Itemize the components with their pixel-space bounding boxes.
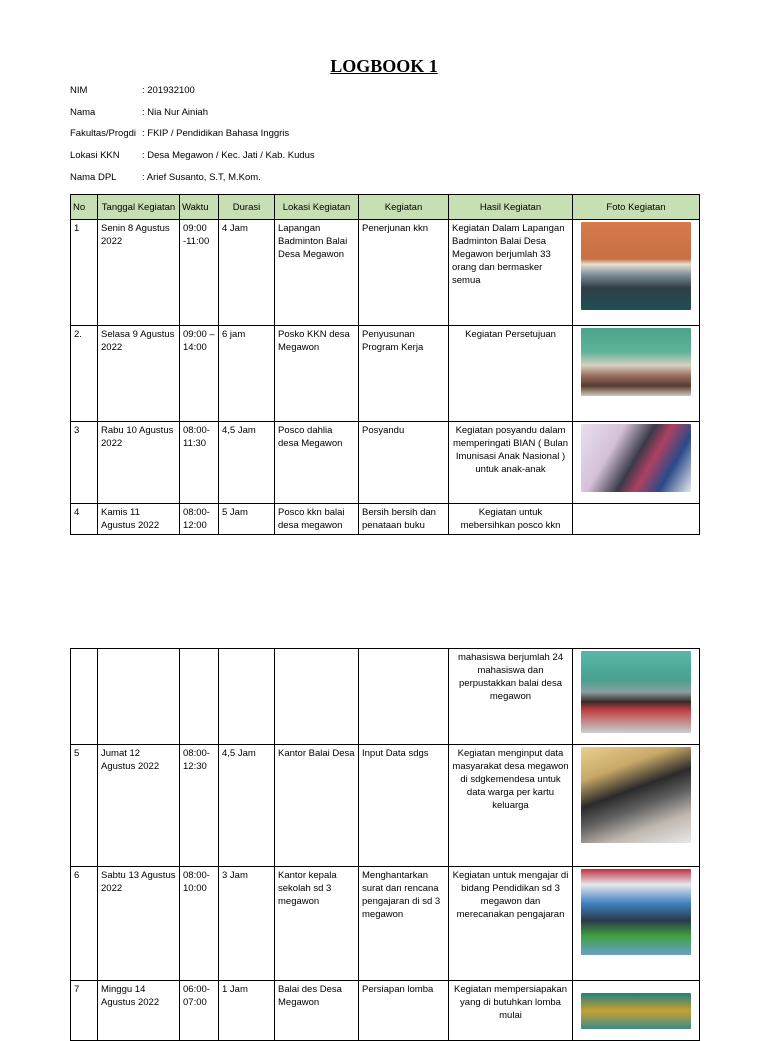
cell-foto (573, 981, 700, 1041)
header-foto: Foto Kegiatan (573, 195, 700, 220)
cell-durasi: 3 Jam (219, 867, 275, 981)
cell-waktu: 08:00-10:00 (180, 867, 219, 981)
cell-tanggal: Jumat 12 Agustus 2022 (98, 745, 180, 867)
cell-tanggal: Senin 8 Agustus 2022 (98, 220, 180, 326)
activity-photo (581, 869, 691, 955)
activity-photo (581, 424, 691, 492)
cell-waktu: 08:00-12:00 (180, 504, 219, 535)
cell-kegiatan: Posyandu (359, 422, 449, 504)
table-row (71, 981, 700, 1041)
cell-tanggal: Sabtu 13 Agustus 2022 (98, 867, 180, 981)
table-row (71, 867, 700, 981)
table-row (71, 504, 700, 535)
cell-waktu: 09:00 -11:00 (180, 220, 219, 326)
table-header-row (71, 195, 700, 220)
activity-photo (581, 747, 691, 843)
info-label: NIM (70, 85, 88, 96)
cell-tanggal: Kamis 11 Agustus 2022 (98, 504, 180, 535)
cell-durasi: 5 Jam (219, 504, 275, 535)
info-value: : FKIP / Pendidikan Bahasa Inggris (142, 128, 290, 139)
cell-kegiatan: Persiapan lomba (359, 981, 449, 1041)
cell-kegiatan: Penyusunan Program Kerja (359, 326, 449, 422)
table-row (71, 422, 700, 504)
cell-kegiatan: Menghantarkan surat dan rencana pengajaran di sd 3 megawon (359, 867, 449, 981)
info-value: : 201932100 (142, 85, 195, 96)
cell-foto (573, 422, 700, 504)
cell-kegiatan: Penerjunan kkn (359, 220, 449, 326)
cell-foto (573, 745, 700, 867)
header-hasil: Hasil Kegiatan (449, 195, 573, 220)
header-lokasi: Lokasi Kegiatan (275, 195, 359, 220)
cell-lokasi: Lapangan Badminton Balai Desa Megawon (275, 220, 359, 326)
info-lokasi (70, 149, 315, 163)
cell-durasi: 4,5 Jam (219, 422, 275, 504)
cell-lokasi: Posco dahlia desa Megawon (275, 422, 359, 504)
cell-foto (573, 649, 700, 745)
info-label: Nama (70, 107, 96, 118)
cell-no (71, 649, 98, 745)
activity-photo (581, 328, 691, 396)
cell-tanggal: Rabu 10 Agustus 2022 (98, 422, 180, 504)
cell-durasi: 6 jam (219, 326, 275, 422)
header-kegiatan: Kegiatan (359, 195, 449, 220)
cell-durasi (219, 649, 275, 745)
cell-waktu: 08:00-11:30 (180, 422, 219, 504)
cell-no: 4 (71, 504, 98, 535)
cell-hasil: Kegiatan Persetujuan (449, 326, 573, 422)
cell-hasil: Kegiatan menginput data masyarakat desa megawon di sdgkemendesa untuk data warga per kartu keluarga (449, 745, 573, 867)
info-dpl (70, 171, 261, 185)
cell-tanggal (98, 649, 180, 745)
cell-lokasi: Kantor Balai Desa (275, 745, 359, 867)
cell-waktu: 08:00-12:30 (180, 745, 219, 867)
table-row (71, 220, 700, 326)
cell-foto (573, 867, 700, 981)
cell-hasil: Kegiatan mempersiapakan yang di butuhkan lomba mulai (449, 981, 573, 1041)
cell-hasil: Kegiatan untuk mengajar di bidang Pendidikan sd 3 megawon dan merecanakan pengajaran (449, 867, 573, 981)
cell-foto (573, 504, 700, 535)
cell-hasil: mahasiswa berjumlah 24 mahasiswa dan perpustakkan balai desa megawon (449, 649, 573, 745)
cell-no: 1 (71, 220, 98, 326)
info-label: Nama DPL (70, 172, 117, 183)
cell-durasi: 4 Jam (219, 220, 275, 326)
cell-durasi: 1 Jam (219, 981, 275, 1041)
cell-tanggal: Selasa 9 Agustus 2022 (98, 326, 180, 422)
table-row (71, 326, 700, 422)
cell-durasi: 4,5 Jam (219, 745, 275, 867)
cell-lokasi: Kantor kepala sekolah sd 3 megawon (275, 867, 359, 981)
cell-kegiatan (359, 649, 449, 745)
cell-lokasi: Posco kkn balai desa megawon (275, 504, 359, 535)
header-tanggal: Tanggal Kegiatan (98, 195, 180, 220)
cell-no: 6 (71, 867, 98, 981)
info-label: Lokasi KKN (70, 150, 120, 161)
info-nama (70, 106, 208, 120)
cell-lokasi: Posko KKN desa Megawon (275, 326, 359, 422)
header-durasi: Durasi (219, 195, 275, 220)
page-title: LOGBOOK 1 (330, 56, 438, 76)
info-value: : Nia Nur Ainiah (142, 107, 209, 118)
activity-photo (581, 651, 691, 733)
logbook-table-page2 (70, 648, 700, 1041)
cell-waktu (180, 649, 219, 745)
logbook-table (70, 194, 700, 535)
cell-foto (573, 326, 700, 422)
cell-lokasi: Balai des Desa Megawon (275, 981, 359, 1041)
cell-kegiatan: Input Data sdgs (359, 745, 449, 867)
activity-photo (581, 222, 691, 310)
cell-kegiatan: Bersih bersih dan penataan buku (359, 504, 449, 535)
cell-no: 5 (71, 745, 98, 867)
cell-hasil: Kegiatan posyandu dalam memperingati BIAN ( Bulan Imunisasi Anak Nasional ) untuk anak-anak (449, 422, 573, 504)
cell-waktu: 06:00-07:00 (180, 981, 219, 1041)
cell-no: 3 (71, 422, 98, 504)
table-row (71, 649, 700, 745)
cell-no: 7 (71, 981, 98, 1041)
header-waktu: Waktu (180, 195, 219, 220)
cell-no: 2. (71, 326, 98, 422)
cell-foto (573, 220, 700, 326)
cell-hasil: Kegiatan untuk mebersihkan posco kkn (449, 504, 573, 535)
cell-waktu: 09:00 – 14:00 (180, 326, 219, 422)
info-label: Fakultas/Progdi (70, 128, 137, 139)
cell-tanggal: Minggu 14 Agustus 2022 (98, 981, 180, 1041)
info-fakultas (70, 127, 289, 141)
cell-hasil: Kegiatan Dalam Lapangan Badminton Balai Desa Megawon berjumlah 33 orang dan bermasker semua (449, 220, 573, 326)
header-no: No (71, 195, 98, 220)
info-value: : Desa Megawon / Kec. Jati / Kab. Kudus (142, 150, 315, 161)
table-row (71, 745, 700, 867)
info-nim (70, 84, 195, 98)
cell-lokasi (275, 649, 359, 745)
info-value: : Arief Susanto, S.T, M.Kom. (142, 172, 261, 183)
